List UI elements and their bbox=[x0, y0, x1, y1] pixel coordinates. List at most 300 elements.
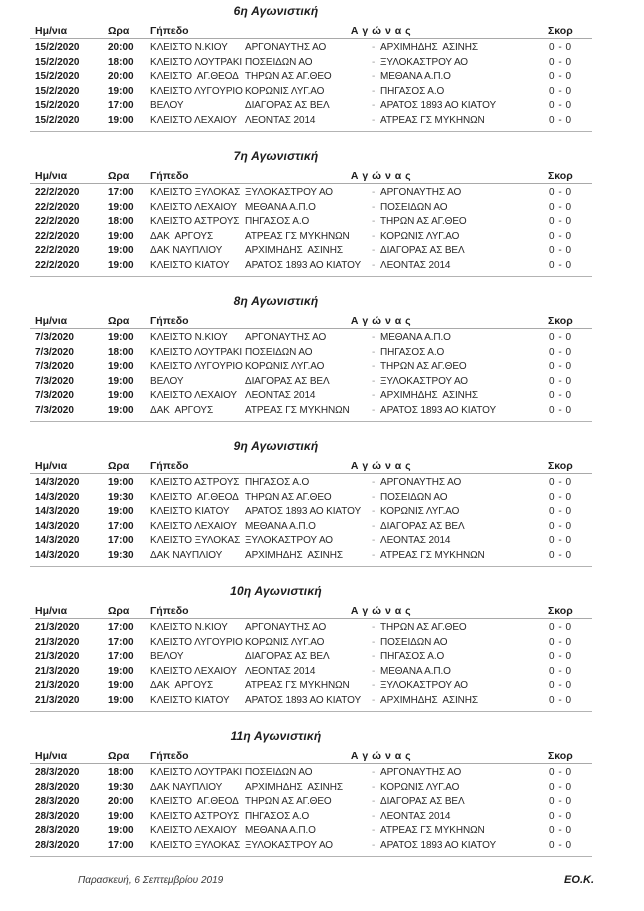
fixture-row bbox=[30, 824, 592, 839]
fixture-time: 19:30 bbox=[108, 781, 134, 793]
vs-dash: - bbox=[372, 622, 376, 633]
fixture-venue: ΔΑΚ ΑΡΓΟΥΣ bbox=[150, 230, 214, 242]
fixture-time: 19:00 bbox=[108, 825, 134, 836]
away-team: ΑΡΓΟΝΑΥΤΗΣ ΑΟ bbox=[380, 477, 462, 488]
matchday-title: 7η Αγωνιστική bbox=[233, 149, 319, 163]
fixture-row bbox=[30, 244, 592, 259]
home-team: ΚΟΡΩΝΙΣ ΛΥΓ.ΑΟ bbox=[245, 636, 325, 648]
table-header-row bbox=[30, 459, 592, 474]
fixture-venue: ΒΕΛΟΥ bbox=[150, 375, 184, 387]
fixture-row bbox=[30, 839, 592, 854]
home-team: ΑΡΓΟΝΑΥΤΗΣ ΑΟ bbox=[245, 332, 327, 343]
sections bbox=[0, 4, 644, 857]
fixtures-table bbox=[30, 749, 592, 857]
fixture-row bbox=[30, 650, 592, 665]
vs-dash: - bbox=[372, 520, 376, 532]
fixture-time: 19:00 bbox=[108, 680, 134, 691]
home-team: ΑΤΡΕΑΣ ΓΣ ΜΥΚΗΝΩΝ bbox=[245, 230, 350, 242]
column-header-score: Σκορ bbox=[548, 170, 573, 182]
vs-dash: - bbox=[372, 201, 376, 213]
away-team: ΛΕΟΝΤΑΣ 2014 bbox=[380, 259, 451, 271]
vs-dash: - bbox=[372, 477, 376, 488]
fixture-date: 7/3/2020 bbox=[35, 346, 74, 358]
column-header-date: Ημ/νια bbox=[35, 315, 68, 327]
fixture-date: 28/3/2020 bbox=[35, 825, 80, 836]
home-team: ΤΗΡΩΝ ΑΣ ΑΓ.ΘΕΟ bbox=[245, 491, 332, 503]
fixture-score: 0 - 0 bbox=[549, 549, 572, 561]
home-team: ΜΕΘΑΝΑ Α.Π.Ο bbox=[245, 825, 316, 836]
column-header-time: Ωρα bbox=[108, 460, 130, 472]
home-team: ΤΗΡΩΝ ΑΣ ΑΓ.ΘΕΟ bbox=[245, 71, 332, 82]
fixture-date: 22/2/2020 bbox=[35, 187, 80, 198]
fixture-score: 0 - 0 bbox=[549, 665, 572, 677]
fixture-time: 19:00 bbox=[108, 361, 134, 372]
column-header-date: Ημ/νια bbox=[35, 170, 68, 182]
fixture-score: 0 - 0 bbox=[549, 767, 572, 778]
vs-dash: - bbox=[372, 230, 376, 242]
fixture-time: 19:00 bbox=[108, 332, 134, 343]
matchday-title: 11η Αγωνιστική bbox=[230, 729, 322, 743]
vs-dash: - bbox=[372, 680, 376, 691]
fixture-venue: ΒΕΛΟΥ bbox=[150, 651, 184, 662]
fixture-row bbox=[30, 476, 592, 491]
fixtures-table bbox=[30, 604, 592, 712]
away-team-cell bbox=[372, 259, 545, 274]
vs-dash: - bbox=[372, 839, 376, 851]
fixture-row bbox=[30, 215, 592, 230]
vs-dash: - bbox=[372, 651, 376, 662]
away-team: ΞΥΛΟΚΑΣΤΡΟΥ ΑΟ bbox=[380, 680, 468, 691]
fixture-date: 7/3/2020 bbox=[35, 361, 74, 372]
fixture-score: 0 - 0 bbox=[549, 114, 572, 126]
fixture-venue: ΚΛΕΙΣΤΟ Ν.ΚΙΟΥ bbox=[150, 332, 228, 343]
fixture-row bbox=[30, 520, 592, 535]
fixture-score: 0 - 0 bbox=[549, 230, 572, 242]
home-team: ΠΗΓΑΣΟΣ Α.Ο bbox=[245, 477, 310, 488]
fixture-venue: ΚΛΕΙΣΤΟ ΑΣΤΡΟΥΣ bbox=[150, 810, 240, 822]
fixture-date: 28/3/2020 bbox=[35, 796, 80, 807]
vs-dash: - bbox=[372, 216, 376, 227]
column-header-score: Σκορ bbox=[548, 460, 573, 472]
fixture-time: 17:00 bbox=[108, 839, 134, 851]
fixture-venue: ΚΛΕΙΣΤΟ ΞΥΛΟΚΑΣ bbox=[150, 187, 241, 198]
vs-dash: - bbox=[372, 549, 376, 561]
fixture-date: 15/2/2020 bbox=[35, 114, 80, 126]
fixture-score: 0 - 0 bbox=[549, 375, 572, 387]
table-header-row bbox=[30, 749, 592, 764]
fixture-venue: ΚΛΕΙΣΤΟ ΑΓ.ΘΕΟΔ bbox=[150, 491, 239, 503]
fixture-score: 0 - 0 bbox=[549, 694, 572, 706]
home-team: ΞΥΛΟΚΑΣΤΡΟΥ ΑΟ bbox=[245, 839, 333, 851]
home-team: ΑΡΑΤΟΣ 1893 ΑΟ ΚΙΑΤΟΥ bbox=[245, 694, 362, 706]
vs-dash: - bbox=[372, 810, 376, 822]
fixture-date: 14/3/2020 bbox=[35, 477, 80, 488]
vs-dash: - bbox=[372, 114, 376, 126]
fixture-score: 0 - 0 bbox=[549, 520, 572, 532]
fixture-row bbox=[30, 766, 592, 781]
away-team-cell bbox=[372, 186, 545, 201]
column-header-date: Ημ/νια bbox=[35, 605, 68, 617]
fixture-row bbox=[30, 70, 592, 85]
away-team: ΚΟΡΩΝΙΣ ΛΥΓ.ΑΟ bbox=[380, 230, 460, 242]
away-team: ΑΡΑΤΟΣ 1893 ΑΟ ΚΙΑΤΟΥ bbox=[380, 100, 497, 111]
fixture-score: 0 - 0 bbox=[549, 404, 572, 416]
away-team: ΑΡΑΤΟΣ 1893 ΑΟ ΚΙΑΤΟΥ bbox=[380, 839, 497, 851]
away-team-cell bbox=[372, 839, 545, 854]
vs-dash: - bbox=[372, 506, 376, 517]
away-team: ΠΗΓΑΣΟΣ Α.Ο bbox=[380, 651, 445, 662]
away-team: ΑΡΓΟΝΑΥΤΗΣ ΑΟ bbox=[380, 187, 462, 198]
away-team-cell bbox=[372, 201, 545, 216]
fixture-date: 22/2/2020 bbox=[35, 245, 80, 256]
away-team: ΔΙΑΓΟΡΑΣ ΑΣ ΒΕΛ bbox=[380, 520, 465, 532]
fixture-date: 28/3/2020 bbox=[35, 839, 80, 851]
away-team: ΑΤΡΕΑΣ ΓΣ ΜΥΚΗΝΩΝ bbox=[380, 114, 485, 126]
fixture-time: 19:00 bbox=[108, 694, 134, 706]
fixture-date: 21/3/2020 bbox=[35, 636, 80, 648]
vs-dash: - bbox=[372, 535, 376, 546]
fixture-date: 22/2/2020 bbox=[35, 201, 80, 213]
fixture-score: 0 - 0 bbox=[549, 825, 572, 836]
section-rows bbox=[30, 619, 592, 712]
fixture-date: 7/3/2020 bbox=[35, 404, 74, 416]
document-footer bbox=[0, 874, 644, 886]
away-team: ΑΡΧΙΜΗΔΗΣ ΑΣΙΝΗΣ bbox=[380, 390, 478, 401]
fixture-date: 14/3/2020 bbox=[35, 549, 80, 561]
fixture-time: 17:00 bbox=[108, 622, 134, 633]
away-team: ΔΙΑΓΟΡΑΣ ΑΣ ΒΕΛ bbox=[380, 245, 465, 256]
fixture-venue: ΚΛΕΙΣΤΟ Ν.ΚΙΟΥ bbox=[150, 42, 228, 53]
table-header-row bbox=[30, 604, 592, 619]
away-team-cell bbox=[372, 810, 545, 825]
column-header-score: Σκορ bbox=[548, 750, 573, 762]
fixture-time: 19:00 bbox=[108, 114, 134, 126]
fixture-score: 0 - 0 bbox=[549, 245, 572, 256]
matchday-section bbox=[0, 729, 644, 857]
fixture-row bbox=[30, 360, 592, 375]
fixture-row bbox=[30, 186, 592, 201]
fixture-row bbox=[30, 56, 592, 71]
fixture-row bbox=[30, 534, 592, 549]
fixture-date: 15/2/2020 bbox=[35, 56, 80, 68]
away-team: ΑΡΧΙΜΗΔΗΣ ΑΣΙΝΗΣ bbox=[380, 694, 478, 706]
vs-dash: - bbox=[372, 767, 376, 778]
fixture-score: 0 - 0 bbox=[549, 810, 572, 822]
column-header-time: Ωρα bbox=[108, 605, 130, 617]
away-team: ΠΗΓΑΣΟΣ Α.Ο bbox=[380, 85, 445, 97]
table-header-row bbox=[30, 24, 592, 39]
away-team: ΜΕΘΑΝΑ Α.Π.Ο bbox=[380, 332, 451, 343]
fixture-date: 22/2/2020 bbox=[35, 230, 80, 242]
away-team-cell bbox=[372, 375, 545, 390]
fixture-time: 20:00 bbox=[108, 42, 134, 53]
fixture-time: 18:00 bbox=[108, 216, 134, 227]
fixture-time: 17:00 bbox=[108, 520, 134, 532]
vs-dash: - bbox=[372, 665, 376, 677]
column-header-score: Σκορ bbox=[548, 25, 573, 37]
home-team: ΑΡΧΙΜΗΔΗΣ ΑΣΙΝΗΣ bbox=[245, 549, 343, 561]
fixture-score: 0 - 0 bbox=[549, 535, 572, 546]
fixture-score: 0 - 0 bbox=[549, 390, 572, 401]
fixture-row bbox=[30, 694, 592, 709]
fixture-row bbox=[30, 505, 592, 520]
matchday-title: 10η Αγωνιστική bbox=[230, 584, 322, 598]
away-team: ΑΡΧΙΜΗΔΗΣ ΑΣΙΝΗΣ bbox=[380, 42, 478, 53]
away-team-cell bbox=[372, 795, 545, 810]
fixture-venue: ΚΛΕΙΣΤΟ ΑΓ.ΘΕΟΔ bbox=[150, 71, 239, 82]
fixture-date: 21/3/2020 bbox=[35, 665, 80, 677]
vs-dash: - bbox=[372, 361, 376, 372]
fixture-time: 19:00 bbox=[108, 85, 134, 97]
vs-dash: - bbox=[372, 42, 376, 53]
away-team-cell bbox=[372, 505, 545, 520]
fixture-row bbox=[30, 389, 592, 404]
fixture-venue: ΚΛΕΙΣΤΟ ΛΟΥΤΡΑΚΙ bbox=[150, 767, 243, 778]
fixture-row bbox=[30, 41, 592, 56]
column-header-venue: Γήπεδο bbox=[150, 750, 189, 762]
column-header-score: Σκορ bbox=[548, 315, 573, 327]
away-team: ΤΗΡΩΝ ΑΣ ΑΓ.ΘΕΟ bbox=[380, 361, 467, 372]
away-team-cell bbox=[372, 244, 545, 259]
away-team-cell bbox=[372, 694, 545, 709]
fixture-score: 0 - 0 bbox=[549, 491, 572, 503]
matchday-title: 8η Αγωνιστική bbox=[233, 294, 319, 308]
table-header-row bbox=[30, 314, 592, 329]
fixture-date: 7/3/2020 bbox=[35, 375, 74, 387]
fixture-score: 0 - 0 bbox=[549, 201, 572, 213]
fixture-score: 0 - 0 bbox=[549, 651, 572, 662]
fixture-score: 0 - 0 bbox=[549, 346, 572, 358]
away-team-cell bbox=[372, 56, 545, 71]
fixture-date: 15/2/2020 bbox=[35, 100, 80, 111]
column-header-date: Ημ/νια bbox=[35, 750, 68, 762]
fixture-row bbox=[30, 781, 592, 796]
organization-abbreviation: ΕΟ.Κ. bbox=[564, 874, 594, 886]
away-team-cell bbox=[372, 534, 545, 549]
fixture-date: 21/3/2020 bbox=[35, 622, 80, 633]
column-header-match: Α γ ώ ν α ς bbox=[350, 750, 412, 762]
home-team: ΔΙΑΓΟΡΑΣ ΑΣ ΒΕΛ bbox=[245, 651, 330, 662]
fixture-venue: ΚΛΕΙΣΤΟ ΞΥΛΟΚΑΣ bbox=[150, 535, 241, 546]
fixture-score: 0 - 0 bbox=[549, 85, 572, 97]
fixture-time: 20:00 bbox=[108, 796, 134, 807]
fixture-venue: ΚΛΕΙΣΤΟ ΑΣΤΡΟΥΣ bbox=[150, 477, 240, 488]
fixture-score: 0 - 0 bbox=[549, 100, 572, 111]
fixture-score: 0 - 0 bbox=[549, 781, 572, 793]
fixture-time: 19:00 bbox=[108, 404, 134, 416]
away-team-cell bbox=[372, 346, 545, 361]
fixture-venue: ΚΛΕΙΣΤΟ ΛΕΧΑΙΟΥ bbox=[150, 201, 238, 213]
home-team: ΠΟΣΕΙΔΩΝ ΑΟ bbox=[245, 767, 313, 778]
matchday-title: 9η Αγωνιστική bbox=[233, 439, 319, 453]
fixture-venue: ΚΛΕΙΣΤΟ ΑΣΤΡΟΥΣ bbox=[150, 216, 240, 227]
away-team: ΑΡΑΤΟΣ 1893 ΑΟ ΚΙΑΤΟΥ bbox=[380, 404, 497, 416]
fixture-time: 18:00 bbox=[108, 346, 134, 358]
fixture-venue: ΔΑΚ ΑΡΓΟΥΣ bbox=[150, 680, 214, 691]
away-team: ΜΕΘΑΝΑ Α.Π.Ο bbox=[380, 665, 451, 677]
column-header-venue: Γήπεδο bbox=[150, 170, 189, 182]
away-team: ΞΥΛΟΚΑΣΤΡΟΥ ΑΟ bbox=[380, 56, 468, 68]
section-rows bbox=[30, 184, 592, 277]
away-team: ΞΥΛΟΚΑΣΤΡΟΥ ΑΟ bbox=[380, 375, 468, 387]
fixture-venue: ΚΛΕΙΣΤΟ ΛΥΓΟΥΡΙΟ bbox=[150, 636, 243, 648]
fixture-row bbox=[30, 346, 592, 361]
away-team-cell bbox=[372, 85, 545, 100]
column-header-date: Ημ/νια bbox=[35, 460, 68, 472]
fixture-venue: ΔΑΚ ΝΑΥΠΛΙΟΥ bbox=[150, 781, 223, 793]
away-team-cell bbox=[372, 636, 545, 651]
home-team: ΠΟΣΕΙΔΩΝ ΑΟ bbox=[245, 56, 313, 68]
home-team: ΔΙΑΓΟΡΑΣ ΑΣ ΒΕΛ bbox=[245, 375, 330, 387]
home-team: ΑΡΑΤΟΣ 1893 ΑΟ ΚΙΑΤΟΥ bbox=[245, 506, 362, 517]
fixture-time: 17:00 bbox=[108, 651, 134, 662]
fixture-venue: ΚΛΕΙΣΤΟ ΛΥΓΟΥΡΙΟ bbox=[150, 361, 243, 372]
fixture-date: 14/3/2020 bbox=[35, 491, 80, 503]
home-team: ΔΙΑΓΟΡΑΣ ΑΣ ΒΕΛ bbox=[245, 100, 330, 111]
column-header-time: Ωρα bbox=[108, 750, 130, 762]
fixture-row bbox=[30, 795, 592, 810]
away-team: ΜΕΘΑΝΑ Α.Π.Ο bbox=[380, 71, 451, 82]
fixture-date: 7/3/2020 bbox=[35, 390, 74, 401]
fixture-row bbox=[30, 636, 592, 651]
fixtures-table bbox=[30, 459, 592, 567]
vs-dash: - bbox=[372, 245, 376, 256]
fixture-time: 18:00 bbox=[108, 56, 134, 68]
vs-dash: - bbox=[372, 491, 376, 503]
fixture-score: 0 - 0 bbox=[549, 71, 572, 82]
away-team: ΠΟΣΕΙΔΩΝ ΑΟ bbox=[380, 201, 448, 213]
fixture-score: 0 - 0 bbox=[549, 796, 572, 807]
fixture-date: 28/3/2020 bbox=[35, 767, 80, 778]
home-team: ΛΕΟΝΤΑΣ 2014 bbox=[245, 114, 316, 126]
fixture-date: 28/3/2020 bbox=[35, 810, 80, 822]
fixture-row bbox=[30, 85, 592, 100]
fixture-score: 0 - 0 bbox=[549, 332, 572, 343]
fixture-score: 0 - 0 bbox=[549, 56, 572, 68]
fixture-row bbox=[30, 621, 592, 636]
column-header-venue: Γήπεδο bbox=[150, 25, 189, 37]
fixture-score: 0 - 0 bbox=[549, 259, 572, 271]
away-team-cell bbox=[372, 389, 545, 404]
column-header-time: Ωρα bbox=[108, 25, 130, 37]
away-team-cell bbox=[372, 491, 545, 506]
home-team: ΤΗΡΩΝ ΑΣ ΑΓ.ΘΕΟ bbox=[245, 796, 332, 807]
fixture-date: 21/3/2020 bbox=[35, 694, 80, 706]
vs-dash: - bbox=[372, 825, 376, 836]
print-date: Παρασκευή, 6 Σεπτεμβρίου 2019 bbox=[78, 875, 224, 886]
fixture-row bbox=[30, 114, 592, 129]
away-team: ΛΕΟΝΤΑΣ 2014 bbox=[380, 810, 451, 822]
away-team: ΚΟΡΩΝΙΣ ΛΥΓ.ΑΟ bbox=[380, 781, 460, 793]
away-team-cell bbox=[372, 41, 545, 56]
vs-dash: - bbox=[372, 404, 376, 416]
away-team-cell bbox=[372, 679, 545, 694]
fixture-date: 15/2/2020 bbox=[35, 71, 80, 82]
fixture-score: 0 - 0 bbox=[549, 361, 572, 372]
fixtures-table bbox=[30, 314, 592, 422]
home-team: ΜΕΘΑΝΑ Α.Π.Ο bbox=[245, 520, 316, 532]
fixture-venue: ΚΛΕΙΣΤΟ ΛΥΓΟΥΡΙΟ bbox=[150, 85, 243, 97]
fixture-venue: ΚΛΕΙΣΤΟ ΛΕΧΑΙΟΥ bbox=[150, 825, 238, 836]
vs-dash: - bbox=[372, 85, 376, 97]
home-team: ΑΡΑΤΟΣ 1893 ΑΟ ΚΙΑΤΟΥ bbox=[245, 259, 362, 271]
fixture-score: 0 - 0 bbox=[549, 680, 572, 691]
fixture-date: 15/2/2020 bbox=[35, 85, 80, 97]
fixture-row bbox=[30, 375, 592, 390]
away-team: ΤΗΡΩΝ ΑΣ ΑΓ.ΘΕΟ bbox=[380, 216, 467, 227]
column-header-match: Α γ ώ ν α ς bbox=[350, 170, 412, 182]
section-rows bbox=[30, 329, 592, 422]
away-team: ΠΗΓΑΣΟΣ Α.Ο bbox=[380, 346, 445, 358]
fixture-venue: ΚΛΕΙΣΤΟ ΚΙΑΤΟΥ bbox=[150, 506, 230, 517]
fixture-date: 14/3/2020 bbox=[35, 535, 80, 546]
away-team: ΚΟΡΩΝΙΣ ΛΥΓ.ΑΟ bbox=[380, 506, 460, 517]
fixture-time: 19:00 bbox=[108, 245, 134, 256]
fixture-venue: ΚΛΕΙΣΤΟ ΛΟΥΤΡΑΚΙ bbox=[150, 346, 243, 358]
fixture-time: 17:00 bbox=[108, 636, 134, 648]
away-team-cell bbox=[372, 824, 545, 839]
column-header-venue: Γήπεδο bbox=[150, 605, 189, 617]
away-team-cell bbox=[372, 766, 545, 781]
vs-dash: - bbox=[372, 694, 376, 706]
fixture-date: 14/3/2020 bbox=[35, 520, 80, 532]
fixture-time: 19:00 bbox=[108, 665, 134, 677]
fixture-venue: ΒΕΛΟΥ bbox=[150, 100, 184, 111]
fixture-row bbox=[30, 549, 592, 564]
matchday-section bbox=[0, 4, 644, 132]
matchday-section bbox=[0, 439, 644, 567]
fixture-row bbox=[30, 679, 592, 694]
away-team: ΤΗΡΩΝ ΑΣ ΑΓ.ΘΕΟ bbox=[380, 622, 467, 633]
fixtures-table bbox=[30, 24, 592, 132]
fixture-score: 0 - 0 bbox=[549, 506, 572, 517]
fixtures-table bbox=[30, 169, 592, 277]
fixture-row bbox=[30, 665, 592, 680]
away-team-cell bbox=[372, 99, 545, 114]
fixture-row bbox=[30, 259, 592, 274]
home-team: ΑΡΧΙΜΗΔΗΣ ΑΣΙΝΗΣ bbox=[245, 245, 343, 256]
away-team-cell bbox=[372, 360, 545, 375]
fixture-row bbox=[30, 810, 592, 825]
vs-dash: - bbox=[372, 187, 376, 198]
column-header-time: Ωρα bbox=[108, 315, 130, 327]
away-team-cell bbox=[372, 520, 545, 535]
fixture-time: 19:00 bbox=[108, 477, 134, 488]
fixture-date: 15/2/2020 bbox=[35, 42, 80, 53]
vs-dash: - bbox=[372, 636, 376, 648]
fixture-date: 22/2/2020 bbox=[35, 216, 80, 227]
away-team: ΠΟΣΕΙΔΩΝ ΑΟ bbox=[380, 636, 448, 648]
away-team-cell bbox=[372, 215, 545, 230]
home-team: ΜΕΘΑΝΑ Α.Π.Ο bbox=[245, 201, 316, 213]
fixture-score: 0 - 0 bbox=[549, 839, 572, 851]
fixture-date: 21/3/2020 bbox=[35, 651, 80, 662]
fixture-time: 19:00 bbox=[108, 201, 134, 213]
column-header-match: Α γ ώ ν α ς bbox=[350, 460, 412, 472]
away-team-cell bbox=[372, 230, 545, 245]
vs-dash: - bbox=[372, 375, 376, 387]
fixture-time: 18:00 bbox=[108, 767, 134, 778]
away-team: ΑΤΡΕΑΣ ΓΣ ΜΥΚΗΝΩΝ bbox=[380, 549, 485, 561]
home-team: ΞΥΛΟΚΑΣΤΡΟΥ ΑΟ bbox=[245, 187, 333, 198]
fixture-venue: ΚΛΕΙΣΤΟ ΚΙΑΤΟΥ bbox=[150, 259, 230, 271]
fixture-time: 19:00 bbox=[108, 259, 134, 271]
fixture-venue: ΚΛΕΙΣΤΟ ΛΟΥΤΡΑΚΙ bbox=[150, 56, 243, 68]
fixture-date: 14/3/2020 bbox=[35, 506, 80, 517]
fixture-score: 0 - 0 bbox=[549, 187, 572, 198]
fixture-time: 20:00 bbox=[108, 71, 134, 82]
away-team-cell bbox=[372, 650, 545, 665]
